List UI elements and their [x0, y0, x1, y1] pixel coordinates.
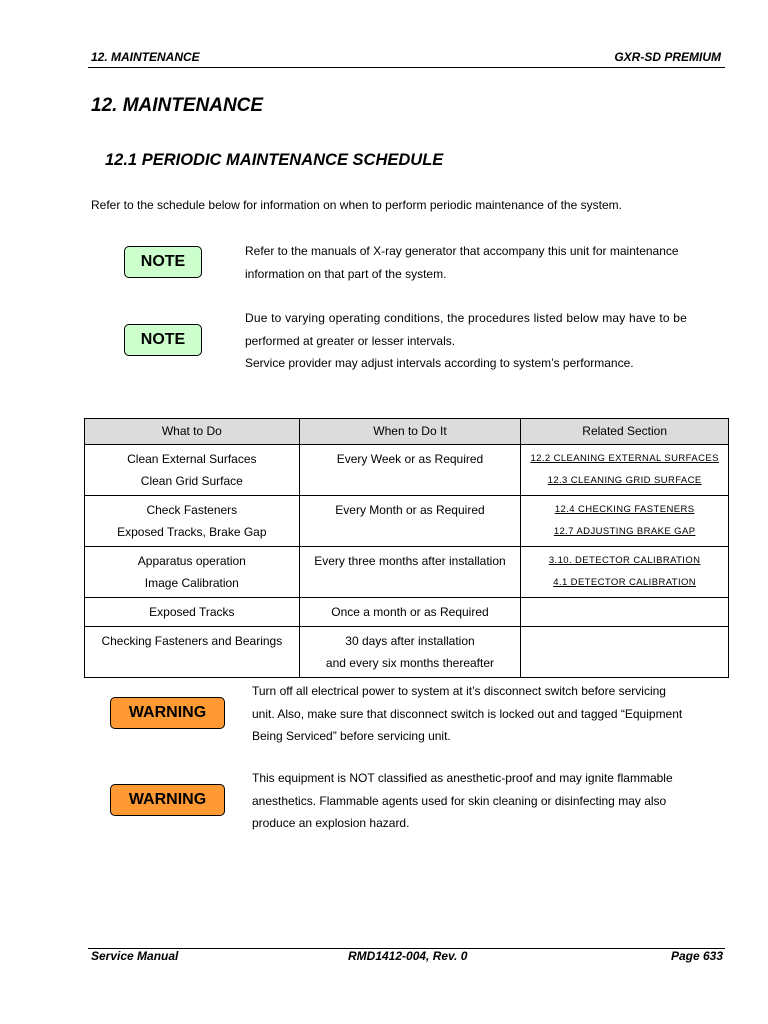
task-text: Clean External Surfaces: [127, 452, 257, 466]
cell-what: [85, 598, 300, 627]
section-link[interactable]: 3.10. DETECTOR CALIBRATION: [548, 555, 701, 566]
warning-text: [252, 680, 717, 748]
warning-badge: WARNING: [110, 697, 225, 729]
note-line: performed at greater or lesser intervals.: [245, 333, 456, 348]
warning-line: This equipment is NOT classified as anesthetic-proof and may ignite flammable: [252, 771, 673, 785]
table-row: [85, 627, 729, 678]
cell-what: [85, 445, 300, 496]
warning-line: Turn off all electrical power to system at it’s disconnect switch before servicing: [252, 684, 666, 698]
task-text: Apparatus operation: [137, 554, 246, 568]
column-header-what: What to Do: [85, 419, 300, 445]
cell-related: [521, 598, 729, 627]
interval-text: Every Month or as Required: [335, 503, 485, 517]
cell-what: [85, 547, 300, 598]
cell-when: [299, 445, 521, 496]
task-text: Checking Fasteners and Bearings: [101, 634, 283, 648]
warning-badge: WARNING: [110, 784, 225, 816]
column-header-when: When to Do It: [299, 419, 521, 445]
note-line: Due to varying operating conditions, the procedures listed below may have to be: [245, 311, 688, 325]
header-chapter: 12. MAINTENANCE: [91, 50, 200, 64]
intro-text: Refer to the schedule below for information on when to perform periodic maintenance of the system.: [91, 198, 622, 212]
section-link[interactable]: 4.1 DETECTOR CALIBRATION: [553, 577, 697, 588]
section-link[interactable]: 12.3 CLEANING GRID SURFACE: [547, 475, 702, 486]
warning-text: [252, 767, 717, 835]
interval-text: and every six months thereafter: [325, 656, 495, 670]
section-link[interactable]: 12.2 CLEANING EXTERNAL SURFACES: [530, 453, 719, 464]
task-text: Image Calibration: [144, 576, 239, 590]
task-text: Clean Grid Surface: [140, 474, 243, 488]
cell-when: [299, 496, 521, 547]
note-line: information on that part of the system.: [245, 266, 447, 281]
footer-manual: Service Manual: [91, 949, 179, 963]
note-line: Service provider may adjust intervals according to system’s performance.: [245, 356, 634, 370]
cell-when: [299, 547, 521, 598]
column-header-related: Related Section: [521, 419, 729, 445]
warning-line: Being Serviced” before servicing unit.: [252, 729, 451, 743]
section-title: 12.1 PERIODIC MAINTENANCE SCHEDULE: [105, 151, 444, 169]
cell-when: [299, 627, 521, 678]
note-line: Refer to the manuals of X-ray generator that accompany this unit for maintenance: [245, 244, 679, 258]
cell-what: [85, 496, 300, 547]
note-text: [245, 307, 725, 375]
warning-line: produce an explosion hazard.: [252, 816, 410, 830]
note-badge: NOTE: [124, 324, 202, 356]
cell-related: [521, 445, 729, 496]
interval-text: Every three months after installation: [314, 554, 506, 568]
maintenance-schedule-table: [84, 418, 729, 678]
note-badge: NOTE: [124, 246, 202, 278]
task-text: Exposed Tracks, Brake Gap: [117, 525, 267, 539]
header-product: GXR-SD PREMIUM: [614, 50, 721, 64]
chapter-title: 12. MAINTENANCE: [91, 95, 264, 116]
table-row: [85, 598, 729, 627]
cell-related: [521, 547, 729, 598]
cell-related: [521, 627, 729, 678]
cell-related: [521, 496, 729, 547]
section-link[interactable]: 12.7 ADJUSTING BRAKE GAP: [553, 526, 696, 537]
section-link[interactable]: 12.4 CHECKING FASTENERS: [554, 504, 695, 515]
interval-text: Once a month or as Required: [331, 605, 489, 619]
header-divider: [88, 67, 725, 68]
task-text: Check Fasteners: [146, 503, 238, 517]
interval-text: 30 days after installation: [345, 634, 475, 648]
footer-page-number: Page 633: [670, 949, 723, 963]
table-row: [85, 547, 729, 598]
cell-what: [85, 627, 300, 678]
note-text: [245, 240, 725, 285]
warning-line: unit. Also, make sure that disconnect switch is locked out and tagged “Equipment: [252, 706, 683, 721]
cell-when: [299, 598, 521, 627]
table-row: [85, 496, 729, 547]
table-row: [85, 445, 729, 496]
table-header-row: [85, 419, 729, 445]
interval-text: Every Week or as Required: [336, 452, 484, 466]
task-text: Exposed Tracks: [149, 605, 235, 619]
footer-doc-number: RMD1412-004, Rev. 0: [348, 949, 468, 963]
warning-line: anesthetics. Flammable agents used for skin cleaning or disinfecting may also: [252, 793, 667, 808]
